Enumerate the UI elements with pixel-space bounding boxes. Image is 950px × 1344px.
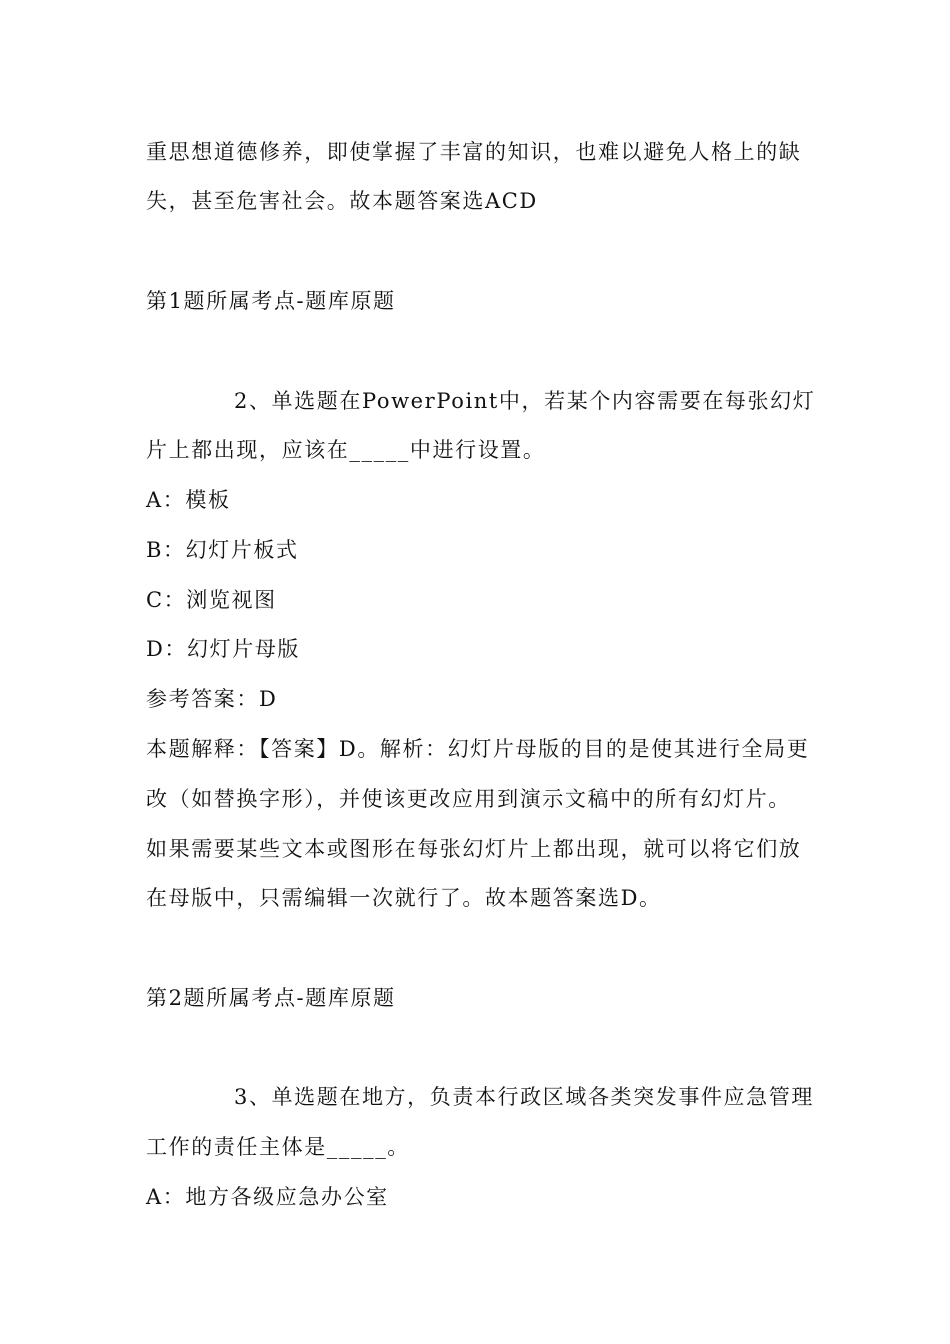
question-2-explanation-line-2: 改（如替换字形），并使该更改应用到演示文稿中的所有幻灯片。 bbox=[146, 787, 791, 811]
question-2-stem-line-1: 2、单选题在PowerPoint中，若某个内容需要在每张幻灯 bbox=[234, 389, 816, 413]
explanation-continued-line-2: 失，甚至危害社会。故本题答案选ACD bbox=[146, 189, 538, 213]
question-2-explanation-line-1: 本题解释：【答案】D。解析：幻灯片母版的目的是使其进行全局更 bbox=[146, 737, 810, 761]
question-2-explanation-line-4: 在母版中，只需编辑一次就行了。故本题答案选D。 bbox=[146, 886, 662, 910]
question-2-stem-line-2: 片上都出现，应该在_____中进行设置。 bbox=[146, 438, 546, 462]
question-2-option-c: C：浏览视图 bbox=[146, 588, 277, 612]
explanation-continued-line-1: 重思想道德修养，即使掌握了丰富的知识，也难以避免人格上的缺 bbox=[146, 140, 802, 164]
question-2-topic: 第2题所属考点-题库原题 bbox=[146, 986, 396, 1010]
question-2-option-a: A：模板 bbox=[146, 488, 231, 512]
question-3-option-a: A：地方各级应急办公室 bbox=[146, 1185, 389, 1209]
question-2-answer: 参考答案：D bbox=[146, 687, 278, 711]
question-2-option-b: B：幻灯片板式 bbox=[146, 538, 299, 562]
question-3-stem-line-1: 3、单选题在地方，负责本行政区域各类突发事件应急管理 bbox=[234, 1085, 814, 1109]
question-2-option-d: D：幻灯片母版 bbox=[146, 637, 301, 661]
question-3-stem-line-2: 工作的责任主体是_____。 bbox=[146, 1135, 410, 1159]
question-1-topic: 第1题所属考点-题库原题 bbox=[146, 289, 396, 313]
question-2-explanation-line-3: 如果需要某些文本或图形在每张幻灯片上都出现，就可以将它们放 bbox=[146, 837, 802, 861]
